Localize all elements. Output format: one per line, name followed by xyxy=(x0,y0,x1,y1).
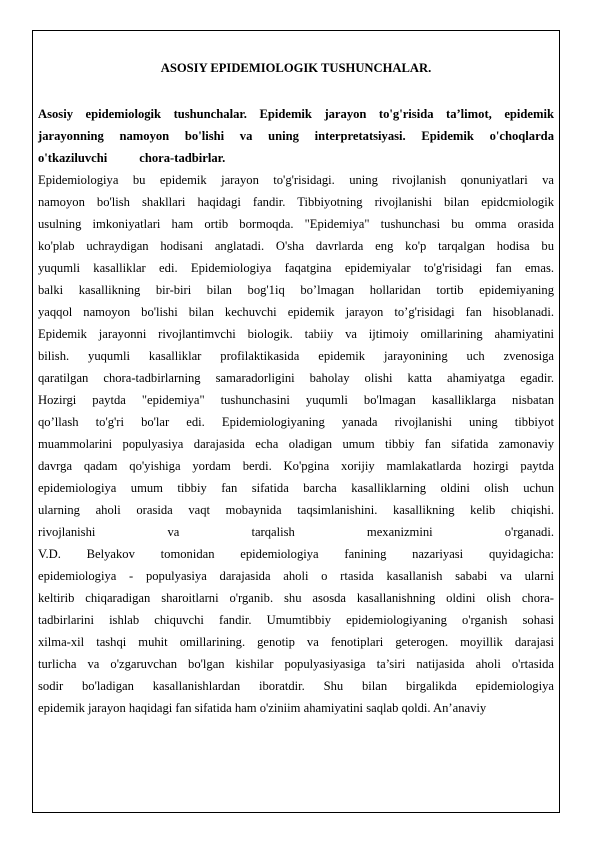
body-line: keltirib chiqaradigan sharoitlarni o'rganib. shu asosda kasallanishning oldini olish chora- xyxy=(38,591,554,605)
heading-line: Asosiy epidemiologik tushunchalar. Epidemik jarayon to'g'risida ta’limot, epidemik xyxy=(38,107,554,121)
body-line: ularning aholi orasida vaqt mobaynida taqsimlanishini. kasallikning kelib chiqishi. xyxy=(38,503,554,517)
heading-line-last xyxy=(38,147,554,169)
section-heading xyxy=(38,103,554,169)
body-line: rivojlanishi va tarqalish mexanizmini o'rganadi. xyxy=(38,525,554,539)
body-line: epidemiologiya - populyasiya darajasida aholi o rtasida kasallanish sababi va ularni xyxy=(38,569,554,583)
body-line: tadbirlarini ishlab chiquvchi fandir. Umumtibbiy epidemiologiyaning o'rganish sohasi xyxy=(38,613,554,627)
body-line: turlicha va o'zgaruvchan bo'lgan kishilar populyasiyasiga ta’siri natijasida aholi o'rtasida xyxy=(38,657,554,671)
body-paragraph xyxy=(38,169,554,719)
document-body xyxy=(38,58,554,719)
body-line: yuqumli kasalliklar edi. Epidemiologiya faqatgina epidemiyalar to'g'risidagi fan emas. xyxy=(38,261,554,275)
body-line: yaqqol namoyon bo'lishi bilan kechuvchi epidemik jarayon to’g'risidagi fan hisoblanadi. xyxy=(38,305,554,319)
body-line: sodir bo'ladigan kasallanishlardan iboratdir. Shu bilan birgalikda epidemiologiya xyxy=(38,679,554,693)
body-line: usulning imkoniyatlari ham ortib bormoqda. "Epidemiya" tushunchasi bu omma orasida xyxy=(38,217,554,231)
body-line: xilma-xil tashqi muhit omillarining. genotip va fenotiplari geterogen. moyillik darajasi xyxy=(38,635,554,649)
body-line: ko'plab uchraydigan hodisani anglatadi. O'sha davrlarda eng ko'p tarqalgan hodisa bu xyxy=(38,239,554,253)
heading-last-part1: o'tkaziluvchi xyxy=(38,151,108,165)
body-line: balki kasallikning bir-biri bilan bog'1iq bo’lmagan hollaridan tortib epidemiyaning xyxy=(38,283,554,297)
heading-line: jarayonning namoyon bo'lishi va uning interpretatsiyasi. Epidemik o'choqlarda xyxy=(38,129,554,143)
body-line: muammolarini populyasiya darajasida echa oladigan umum tibbiy fan sifatida zamonaviy xyxy=(38,437,554,451)
body-line: bilish. yuqumli kasalliklar profilaktikasida epidemik jarayonining uch zvenosiga xyxy=(38,349,554,363)
body-line: qo’llash to'g'ri bo'lar edi. Epidemiologiyaning yanada rivojlanishi uning tibbiyot xyxy=(38,415,554,429)
body-line: epidemik jarayon haqidagi fan sifatida ham o'ziniim ahamiyatini saqlab qoldi. An’anaviy xyxy=(38,701,487,715)
body-line: qaratilgan chora-tadbirlarning samaradorligini baholay olishi katta ahamiyatga egadir. xyxy=(38,371,554,385)
body-line: epidemiologiya umum tibbiy fan sifatida barcha kasalliklarning oldini olish uchun xyxy=(38,481,554,495)
body-line: davrga qadam qo'yishiga yordam berdi. Ko'pgina xorijiy mamlakatlarda hozirgi paytda xyxy=(38,459,554,473)
body-line: Epidemik jarayonni rivojlantimvchi biologik. tabiiy va ijtimoiy omillarining ahamiyatini xyxy=(38,327,554,341)
body-line: namoyon bo'lish shakllari haqidagi fandir. Tibbiyotning rivojlanishi bilan epidcmiologik xyxy=(38,195,554,209)
body-line: V.D. Belyakov tomonidan epidemiologiya fanining nazariyasi quyidagicha: xyxy=(38,547,554,561)
heading-last-part2: chora-tadbirlar. xyxy=(139,151,226,165)
document-title: ASOSIY EPIDEMIOLOGIK TUSHUNCHALAR. xyxy=(160,61,432,75)
body-line: Epidemiologiya bu epidemik jarayon to'g'risidagi. uning rivojlanish qonuniyatlari va xyxy=(38,173,554,187)
body-line: Hozirgi paytda "epidemiya" tushunchasini yuqumli bo'lmagan kasalliklarga nisbatan xyxy=(38,393,554,407)
